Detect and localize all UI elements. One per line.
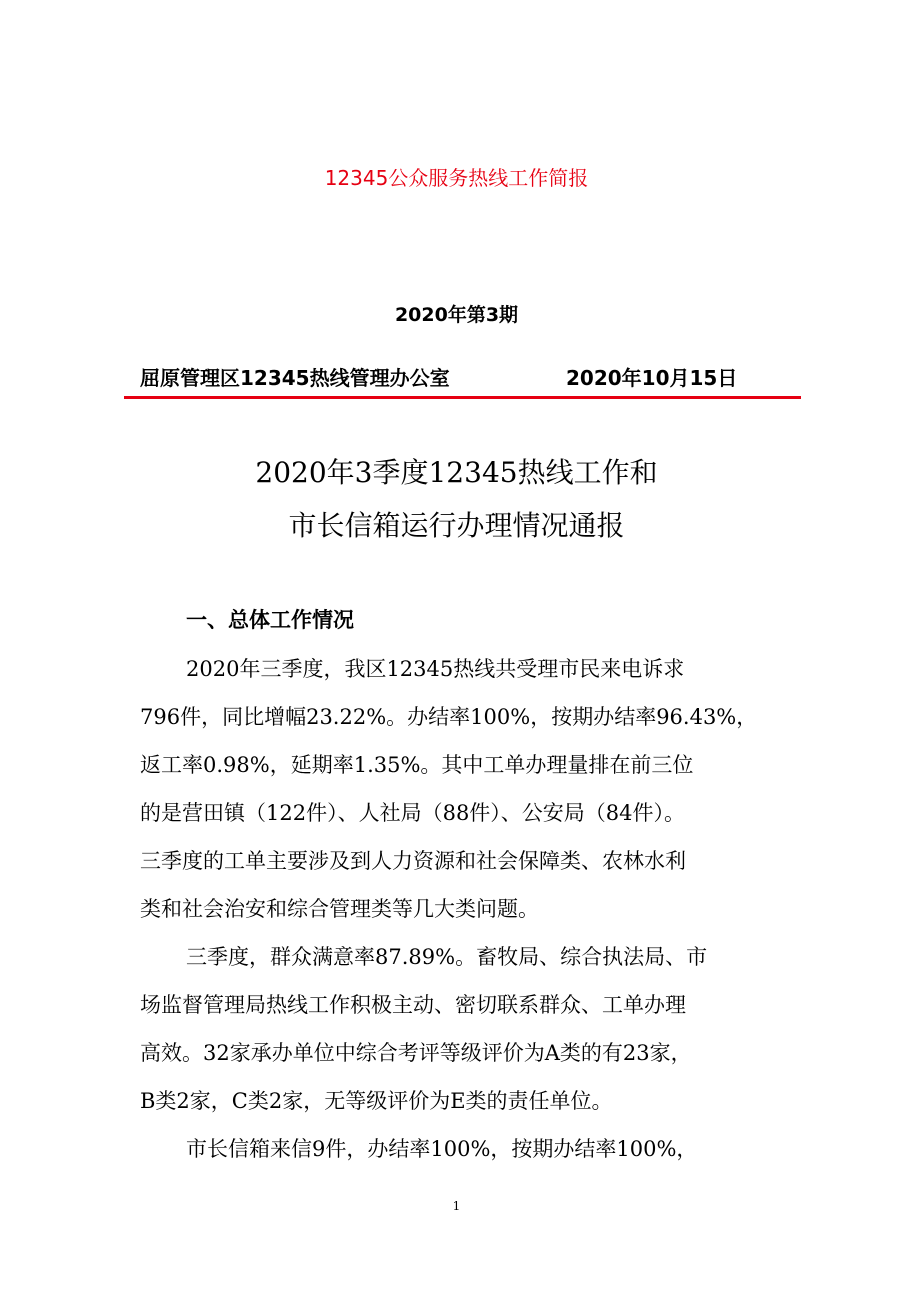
paragraph-line: 796件，同比增幅23.22%。办结率100%，按期办结率96.43%，: [140, 705, 758, 729]
masthead-divider: [124, 396, 801, 399]
page-number: 1: [452, 1199, 461, 1213]
issuing-organization: 屈原管理区12345热线管理办公室: [140, 366, 450, 390]
paragraph-line: 三季度，群众满意率87.89%。畜牧局、综合执法局、市: [186, 945, 708, 969]
paragraph-line: B类2家，C类2家，无等级评价为E类的责任单位。: [140, 1089, 613, 1113]
document-title-line-2: 市长信箱运行办理情况通报: [288, 509, 625, 542]
paragraph-line: 的是营田镇（122件）、人社局（88件）、公安局（84件）。: [140, 801, 686, 825]
paragraph-line: 2020年三季度，我区12345热线共受理市民来电诉求: [186, 657, 685, 681]
paragraph-line: 类和社会治安和综合管理类等几大类问题。: [140, 897, 539, 921]
paragraph-line: 市长信箱来信9件，办结率100%，按期办结率100%，: [186, 1137, 698, 1161]
section-heading: 一、总体工作情况: [186, 608, 354, 632]
issue-date: 2020年10月15日: [566, 366, 738, 390]
paragraph-line: 返工率0.98%，延期率1.35%。其中工单办理量排在前三位: [140, 753, 694, 777]
paragraph-line: 场监督管理局热线工作积极主动、密切联系群众、工单办理: [140, 993, 686, 1017]
paragraph-line: 高效。32家承办单位中综合考评等级评价为A类的有23家，: [140, 1041, 692, 1065]
issue-number: 2020年第3期: [394, 304, 519, 326]
document-title-line-1: 2020年3季度12345热线工作和: [255, 456, 658, 489]
paragraph-line: 三季度的工单主要涉及到人力资源和社会保障类、农林水利: [140, 849, 686, 873]
masthead-title: 12345公众服务热线工作简报: [324, 166, 589, 190]
